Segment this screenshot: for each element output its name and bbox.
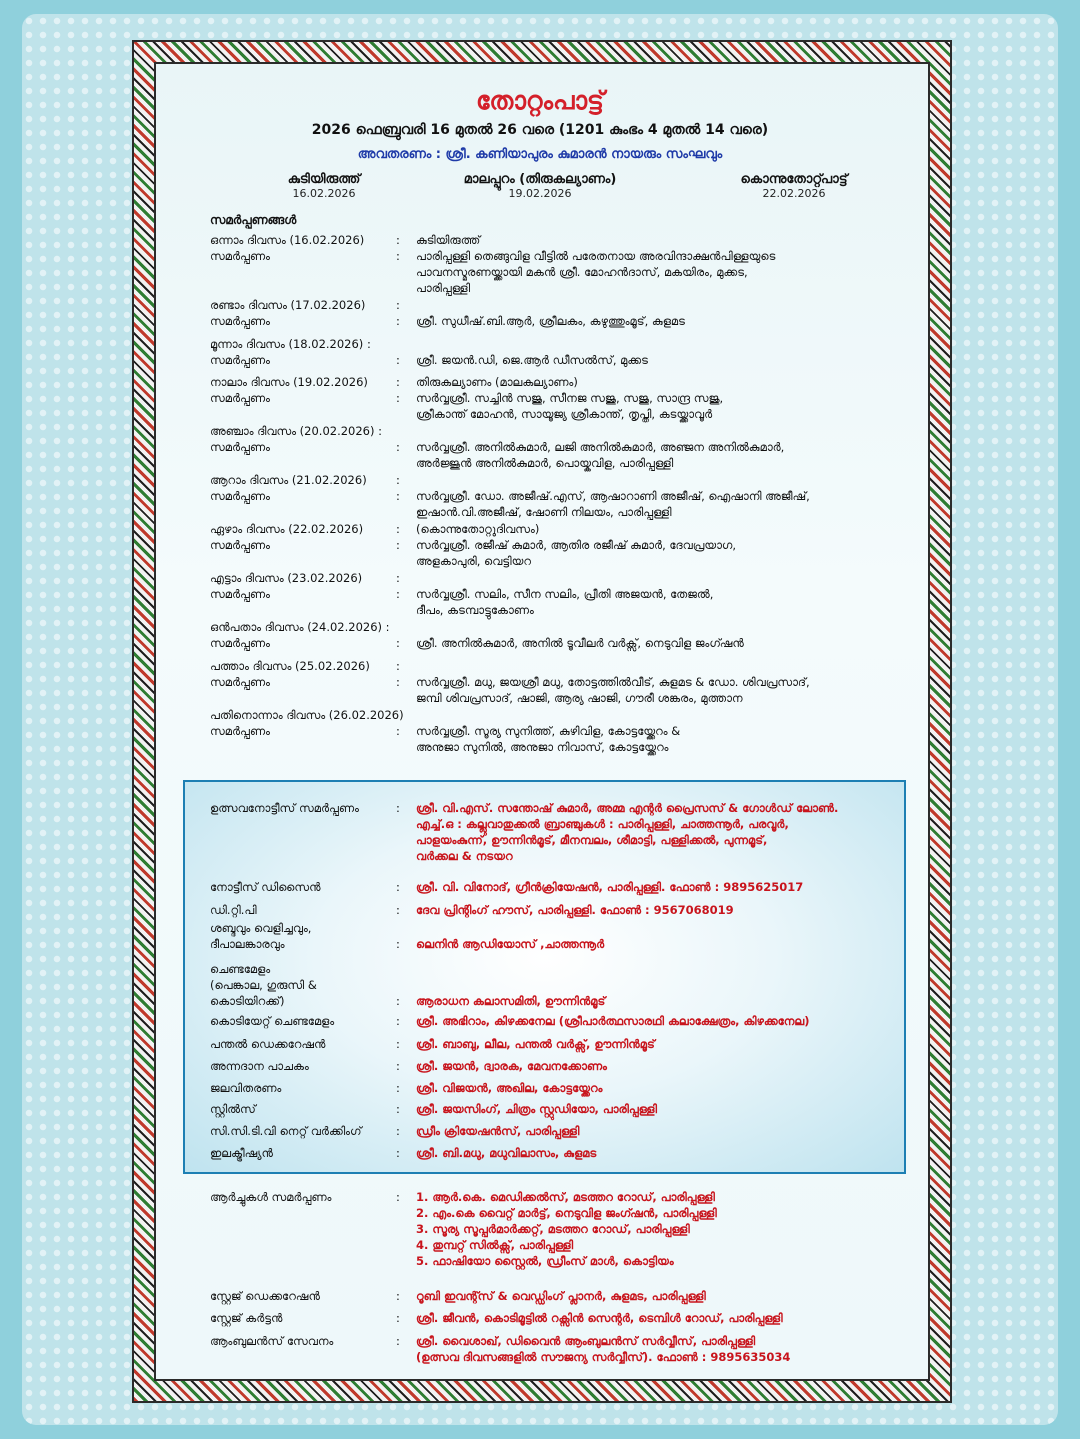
label-line: കൊടിയേറ്റ് ചെണ്ടമേളം bbox=[210, 1014, 335, 1028]
label-line: ഉത്സവനോട്ടീസ് സമർപ്പണം bbox=[210, 801, 359, 815]
label-line: ശബ്ദവും വെളിച്ചവും, bbox=[210, 921, 312, 935]
label-line: (പെങ്കാല, ഗുരുസി & bbox=[210, 978, 317, 992]
value-line: സർവ്വശ്രീ. സൂര്യ സുനിത്ത്, കുഴിവിള, കോട്ടയ്ക്കേറം & bbox=[416, 724, 681, 738]
row-value bbox=[416, 658, 916, 674]
credit-value bbox=[416, 961, 886, 1009]
label-line: സ്റ്റിൽസ് bbox=[210, 1102, 256, 1116]
value-line: ഇഷാൻ.വി.അജീഷ്, ഷോണി നിലയം, പാരിപ്പള്ളി bbox=[416, 505, 672, 519]
row-value bbox=[416, 352, 916, 368]
value-line bbox=[416, 423, 916, 439]
row-label: സമർപ്പണം bbox=[210, 489, 270, 503]
label-line: കൊടിയിറക്ക്) bbox=[210, 994, 285, 1008]
row-colon: : bbox=[396, 298, 400, 312]
row-value bbox=[416, 313, 916, 329]
bottom-value bbox=[416, 1310, 886, 1326]
credit-colon: : bbox=[396, 903, 400, 917]
row-colon: : bbox=[396, 440, 400, 454]
credit-value bbox=[416, 1145, 886, 1161]
credit-row bbox=[210, 800, 900, 864]
event-name: കൊന്നുതോറ്റ്പാട്ട് bbox=[740, 172, 848, 187]
row-value bbox=[416, 374, 916, 390]
credit-row bbox=[210, 961, 900, 1009]
value-line: ശ്രീ. വി.എസ്. സന്തോഷ് കുമാർ, അമ്മ എന്റർ പ്രൈസസ് & ഗോൾഡ് ലോൺ. bbox=[416, 801, 839, 815]
row-colon: : bbox=[396, 391, 400, 405]
row-value bbox=[416, 586, 916, 618]
credit-colon: : bbox=[396, 1124, 400, 1138]
value-line: സർവ്വശ്രീ. സച്ചിൻ സജു, സീനജ സജു, സജു, സാന്ദ്ര സജു, bbox=[416, 391, 724, 405]
credit-value bbox=[416, 879, 886, 895]
archukal-item: 4. തുമ്പറ്റ് സിൽക്സ്, പാരിപ്പള്ളി bbox=[416, 1238, 574, 1252]
credit-colon: : bbox=[396, 1146, 400, 1160]
row-value bbox=[416, 723, 916, 755]
credit-label bbox=[210, 1123, 390, 1139]
credit-value bbox=[416, 902, 886, 918]
credit-colon: : bbox=[396, 1037, 400, 1051]
credit-label bbox=[210, 1101, 390, 1117]
credit-row bbox=[210, 1013, 900, 1029]
event-date: 19.02.2026 bbox=[508, 187, 572, 200]
row-label: സമർപ്പണം bbox=[210, 440, 270, 454]
bottom-value bbox=[416, 1333, 886, 1365]
credit-label bbox=[210, 961, 390, 1009]
row-value bbox=[416, 423, 916, 439]
credit-colon: : bbox=[396, 880, 400, 894]
row-label: സമർപ്പണം bbox=[210, 314, 270, 328]
value-line: അളകാപുരി, വെട്ടിയറ bbox=[416, 554, 531, 568]
archukal-colon: : bbox=[396, 1190, 400, 1204]
bottom-colon: : bbox=[396, 1289, 400, 1303]
archukal-item: 2. എം.കെ വൈറ്റ് മാർട്ട്, നെടുവിള ജംഗ്ഷൻ, പാരിപ്പള്ളി bbox=[416, 1206, 717, 1220]
credit-row bbox=[210, 920, 900, 952]
row-label: പതിനൊന്നാം ദിവസം (26.02.2026) bbox=[210, 708, 404, 722]
value-line: ദേവ പ്രിന്റിംഗ് ഹൗസ്, പാരിപ്പള്ളി. ഫോൺ : 9567068019 bbox=[416, 903, 734, 917]
value-line: പാളയംകുന്ന്, ഊന്നിൻമൂട്, മീനമ്പലം, ശീമാട്ടി, പള്ളിക്കൽ, പുന്നമൂട്, bbox=[416, 833, 768, 847]
value-line: ശ്രീ. വി. വിനോദ്, ഗ്രീൻക്രിയേഷൻ, പാരിപ്പള്ളി. ഫോൺ : 9895625017 bbox=[416, 880, 804, 894]
row-colon: : bbox=[396, 375, 400, 389]
archukal-row bbox=[210, 1189, 900, 1271]
row-colon: : bbox=[396, 353, 400, 367]
row-label: രണ്ടാം ദിവസം (17.02.2026) bbox=[210, 298, 366, 312]
row-colon: : bbox=[396, 675, 400, 689]
value-line: കുടിയിരുത്ത് bbox=[416, 233, 481, 247]
credit-colon: : bbox=[396, 994, 400, 1008]
events-row bbox=[154, 172, 926, 212]
row-value bbox=[416, 336, 916, 352]
row-value bbox=[416, 390, 916, 422]
event-kudiyiruthu bbox=[234, 172, 414, 200]
value-line: വർക്കല & നടയറ bbox=[416, 849, 513, 863]
credit-label bbox=[210, 800, 390, 816]
value-line bbox=[416, 961, 886, 977]
credit-label bbox=[210, 879, 390, 895]
credit-row bbox=[210, 879, 900, 895]
row-colon: : bbox=[396, 233, 400, 247]
value-line bbox=[416, 336, 916, 352]
value-line: പാരിപ്പള്ളി തെങ്ങുവിള വീട്ടിൽ പരേതനായ അരവിന്ദാക്ഷൻപിള്ളയുടെ bbox=[416, 249, 776, 263]
row-colon: : bbox=[396, 636, 400, 650]
row-value bbox=[416, 619, 916, 635]
credit-value bbox=[416, 1101, 886, 1117]
event-malappuram bbox=[440, 172, 640, 200]
date-range: 2026 ഫെബ്രുവരി 16 മുതൽ 26 വരെ (1201 കുംഭം 4 മുതൽ 14 വരെ) bbox=[311, 122, 769, 138]
value-line: ശ്രീ. ജയൻ.ഡി, ജെ.ആർ ഡീസൽസ്, മുക്കട bbox=[416, 353, 648, 367]
row-colon: : bbox=[396, 571, 400, 585]
credit-value bbox=[416, 1123, 886, 1139]
bottom-row bbox=[210, 1288, 900, 1304]
bottom-colon: : bbox=[396, 1334, 400, 1348]
label-line: പന്തൽ ഡെക്കറേഷൻ bbox=[210, 1037, 326, 1051]
row-label: സമർപ്പണം bbox=[210, 587, 270, 601]
credit-value bbox=[416, 1080, 886, 1096]
row-label: മൂന്നാം ദിവസം (18.02.2026) : bbox=[210, 337, 371, 351]
row-value bbox=[416, 674, 916, 706]
value-line: ശ്രീ. അഭിറാം, കിഴക്കനേല (ശ്രീപാർത്ഥസാരഥി കലാക്ഷേത്രം, കിഴക്കനേല) bbox=[416, 1014, 810, 1028]
row-label: ഒന്നാം ദിവസം (16.02.2026) bbox=[210, 233, 365, 247]
label-line: സി.സി.ടി.വി നെറ്റ് വർക്കിംഗ് bbox=[210, 1124, 362, 1138]
event-date: 22.02.2026 bbox=[762, 187, 826, 200]
label-line: അന്നദാന പാചകം bbox=[210, 1059, 309, 1073]
value-line: സർവ്വശ്രീ. മധു, ജയശ്രീ മധു, തോട്ടത്തിൽവീട്, കുളമട & ഡോ. ശിവപ്രസാദ്, bbox=[416, 675, 810, 689]
credit-label bbox=[210, 1058, 390, 1074]
bottom-row bbox=[210, 1310, 900, 1326]
bottom-row bbox=[210, 1333, 900, 1365]
credit-row bbox=[210, 1145, 900, 1161]
row-label: ഏഴാം ദിവസം (22.02.2026) bbox=[210, 522, 364, 536]
value-line: ശ്രീ. ജീവൻ, കൊടിമൂട്ടിൽ റക്സിൻ സെന്റർ, ടെമ്പിൾ റോഡ്, പാരിപ്പള്ളി bbox=[416, 1311, 783, 1325]
credit-colon: : bbox=[396, 1014, 400, 1028]
value-line: ലെനിൻ ആഡിയോസ് ,ചാത്തന്നൂർ bbox=[416, 937, 605, 951]
value-line bbox=[416, 920, 886, 936]
row-value bbox=[416, 707, 916, 723]
value-line: ശ്രീ. ജയൻ, ദ്വാരക, മേവനക്കോണം bbox=[416, 1059, 607, 1073]
value-line: അർജ്ജുൻ അനിൽകുമാർ, പൊയ്കവിള, പാരിപ്പള്ളി bbox=[416, 456, 674, 470]
value-line bbox=[416, 707, 916, 723]
value-line bbox=[416, 570, 916, 586]
row-value bbox=[416, 488, 916, 520]
samarppanangal-heading: സമർപ്പണങ്ങൾ bbox=[210, 213, 297, 227]
value-line: അനുജാ സുനിൽ, അനുജാ നിവാസ്, കോട്ടയ്ക്കേറം bbox=[416, 740, 669, 754]
value-line: ശ്രീ. ബാബു, ലീല, പന്തൽ വർക്സ്, ഊന്നിൻമൂട് bbox=[416, 1037, 655, 1051]
value-line: പാവനസ്മരണയ്ക്കായി മകൻ ശ്രീ. മോഹൻദാസ്, മകയിരം, മുക്കട, bbox=[416, 265, 748, 279]
value-line bbox=[416, 297, 916, 313]
credit-colon: : bbox=[396, 1059, 400, 1073]
event-name: മാലപ്പുറം (തിരുകല്യാണം) bbox=[463, 172, 617, 187]
value-line: ശ്രീ. അനിൽകുമാർ, അനിൽ ടൂവീലർ വർക്സ്, നെടുവിള ജംഗ്ഷൻ bbox=[416, 636, 744, 650]
credit-value bbox=[416, 1036, 886, 1052]
archukal-item: 5. ഫാഷിയോ സ്റ്റൈൽ, ഡ്രീംസ് മാൾ, കൊട്ടിയം bbox=[416, 1254, 674, 1268]
value-line bbox=[416, 619, 916, 635]
row-label: സമർപ്പണം bbox=[210, 353, 270, 367]
credit-value bbox=[416, 1013, 886, 1029]
credit-label bbox=[210, 1013, 390, 1029]
credit-value bbox=[416, 920, 886, 952]
row-value bbox=[416, 232, 916, 248]
value-line: സർവ്വശ്രീ. രജീഷ് കുമാർ, ആതിര രജീഷ് കുമാർ, ദേവപ്രയാഗ, bbox=[416, 538, 737, 552]
value-line: ഡ്രീം ക്രിയേഷൻസ്, പാരിപ്പള്ളി bbox=[416, 1124, 580, 1138]
value-line: ജമ്പി ശിവപ്രസാദ്, ഷാജി, ആര്യ ഷാജി, ഗൗരീ ശങ്കരം, മുത്താന bbox=[416, 691, 743, 705]
credit-colon: : bbox=[396, 801, 400, 815]
row-value bbox=[416, 635, 916, 651]
credit-label bbox=[210, 1036, 390, 1052]
event-name: കുടിയിരുത്ത് bbox=[287, 172, 361, 187]
row-value bbox=[416, 439, 916, 471]
credit-row bbox=[210, 1036, 900, 1052]
credit-value bbox=[416, 800, 886, 864]
row-colon: : bbox=[396, 659, 400, 673]
credit-label bbox=[210, 1080, 390, 1096]
row-label: നാലാം ദിവസം (19.02.2026) bbox=[210, 375, 368, 389]
bottom-label: ആംബുലൻസ് സേവനം bbox=[210, 1334, 334, 1348]
row-value bbox=[416, 521, 916, 537]
page-title: തോറ്റംപാട്ട് bbox=[476, 86, 604, 115]
value-line bbox=[416, 658, 916, 674]
bottom-colon: : bbox=[396, 1311, 400, 1325]
row-value bbox=[416, 248, 916, 296]
value-line: തിരുകല്യാണം (മാലകല്യാണം) bbox=[416, 375, 578, 389]
value-line: ശ്രീ. വൈശാഖ്, ഡിവൈൻ ആംബുലൻസ് സർവ്വീസ്, പാരിപ്പള്ളി bbox=[416, 1334, 756, 1348]
row-colon: : bbox=[396, 489, 400, 503]
value-line: ശ്രീകാന്ത് മോഹൻ, സായൂജ്യ ശ്രീകാന്ത്, തൃപ്തി, കടയ്ക്കാവൂർ bbox=[416, 407, 713, 421]
value-line: എച്ച്.ഒ : കല്ലുവാതുക്കൽ ബ്രാഞ്ചുകൾ : പാരിപ്പള്ളി, ചാത്തന്നൂർ, പരവൂർ, bbox=[416, 817, 789, 831]
row-value bbox=[416, 297, 916, 313]
credit-colon: : bbox=[396, 937, 400, 951]
row-value bbox=[416, 472, 916, 488]
credit-label bbox=[210, 920, 390, 952]
credit-label bbox=[210, 902, 390, 918]
row-colon: : bbox=[396, 314, 400, 328]
row-colon: : bbox=[396, 538, 400, 552]
credit-row bbox=[210, 1080, 900, 1096]
label-line: ഡി.റ്റി.പി bbox=[210, 903, 257, 917]
archukal-items bbox=[416, 1189, 886, 1269]
event-date: 16.02.2026 bbox=[292, 187, 356, 200]
row-label: സമർപ്പണം bbox=[210, 391, 270, 405]
value-line: സർവ്വശ്രീ. സലിം, സീന സലിം, പ്രീതി അജയൻ, തേജൽ, bbox=[416, 587, 714, 601]
label-line: നോട്ടീസ് ഡിസൈൻ bbox=[210, 880, 321, 894]
credit-row bbox=[210, 902, 900, 918]
row-label: സമർപ്പണം bbox=[210, 249, 270, 263]
value-line: സർവ്വശ്രീ. ഡോ. അജീഷ്.എസ്, ആഷാറാണി അജീഷ്, ഐഷാനി അജീഷ്, bbox=[416, 489, 810, 503]
archukal-item: 1. ആർ.കെ. മെഡിക്കൽസ്, മടത്തറ റോഡ്, പാരിപ്പള്ളി bbox=[416, 1190, 715, 1204]
credit-label bbox=[210, 1145, 390, 1161]
credit-value bbox=[416, 1058, 886, 1074]
presented-by: അവതരണം : ശ്രീ. കണിയാപുരം കുമാരൻ നായരും സംഘവും bbox=[357, 147, 723, 162]
row-value bbox=[416, 570, 916, 586]
row-label: സമർപ്പണം bbox=[210, 724, 270, 738]
archukal-label: ആർച്ചുകൾ സമർപ്പണം bbox=[210, 1190, 332, 1204]
row-colon: : bbox=[396, 724, 400, 738]
value-line bbox=[416, 472, 916, 488]
value-line: പാരിപ്പള്ളി bbox=[416, 281, 471, 295]
event-konnuthottu bbox=[694, 172, 894, 200]
credit-colon: : bbox=[396, 1081, 400, 1095]
credit-colon: : bbox=[396, 1102, 400, 1116]
row-colon: : bbox=[396, 522, 400, 536]
bottom-value bbox=[416, 1288, 886, 1304]
value-line: ശ്രീ. ജയസിംഗ്, ചിത്രം സ്റ്റുഡിയോ, പാരിപ്പള്ളി bbox=[416, 1102, 658, 1116]
label-line: ഇലക്ട്രീഷ്യൻ bbox=[210, 1146, 273, 1160]
credit-row bbox=[210, 1058, 900, 1074]
value-line: (കൊന്നുതോറ്റുദിവസം) bbox=[416, 522, 540, 536]
row-label: പത്താം ദിവസം (25.02.2026) bbox=[210, 659, 370, 673]
value-line: ശ്രീ. ബി.മധു, മധുവിലാസം, കുളമട bbox=[416, 1146, 597, 1160]
row-label: എട്ടാം ദിവസം (23.02.2026) bbox=[210, 571, 363, 585]
value-line: (ഉത്സവ ദിവസങ്ങളിൽ സൗജന്യ സർവ്വീസ്). ഫോൺ : 9895635034 bbox=[416, 1350, 791, 1364]
row-label: ആറാം ദിവസം (21.02.2026) bbox=[210, 473, 367, 487]
row-label: അഞ്ചാം ദിവസം (20.02.2026) : bbox=[210, 424, 383, 438]
label-line: ചെണ്ടമേളം bbox=[210, 962, 271, 976]
bottom-label: സ്റ്റേജ് ഡെക്കറേഷൻ bbox=[210, 1289, 320, 1303]
label-line: ദീപാലങ്കാരവും bbox=[210, 937, 285, 951]
row-value bbox=[416, 537, 916, 569]
row-label: ഒൻപതാം ദിവസം (24.02.2026) : bbox=[210, 620, 390, 634]
row-label: സമർപ്പണം bbox=[210, 636, 270, 650]
value-line bbox=[416, 977, 886, 993]
value-line: റൂബി ഇവന്റ്സ് & വെഡ്ഡിംഗ് പ്ലാനർ, കുളമട, പാരിപ്പള്ളി bbox=[416, 1289, 706, 1303]
value-line: ശ്രീ. സുധീഷ്.ബി.ആർ, ശ്രീലകം, കഴുത്തുംമൂട്, കുളമട bbox=[416, 314, 685, 328]
row-label: സമർപ്പണം bbox=[210, 675, 270, 689]
bottom-label: സ്റ്റേജ് കർട്ടൻ bbox=[210, 1311, 283, 1325]
row-colon: : bbox=[396, 473, 400, 487]
archukal-item: 3. സൂര്യ സൂപ്പർമാർക്കറ്റ്, മടത്തറ റോഡ്, പാരിപ്പള്ളി bbox=[416, 1222, 690, 1236]
value-line: ശ്രീ. വിജയൻ, അഖില, കോട്ടയ്ക്കേറം bbox=[416, 1081, 603, 1095]
credit-row bbox=[210, 1123, 900, 1139]
row-colon: : bbox=[396, 587, 400, 601]
credit-row bbox=[210, 1101, 900, 1117]
value-line: സർവ്വശ്രീ. അനിൽകുമാർ, ലജി അനിൽകുമാർ, അഞ്ജന അനിൽകുമാർ, bbox=[416, 440, 785, 454]
label-line: ജലവിതരണം bbox=[210, 1081, 282, 1095]
row-colon: : bbox=[396, 249, 400, 263]
value-line: ദീപം, കടമ്പാട്ടുകോണം bbox=[416, 603, 534, 617]
row-label: സമർപ്പണം bbox=[210, 538, 270, 552]
value-line: ആരാധന കലാസമിതി, ഊന്നിൻമൂട് bbox=[416, 994, 606, 1008]
